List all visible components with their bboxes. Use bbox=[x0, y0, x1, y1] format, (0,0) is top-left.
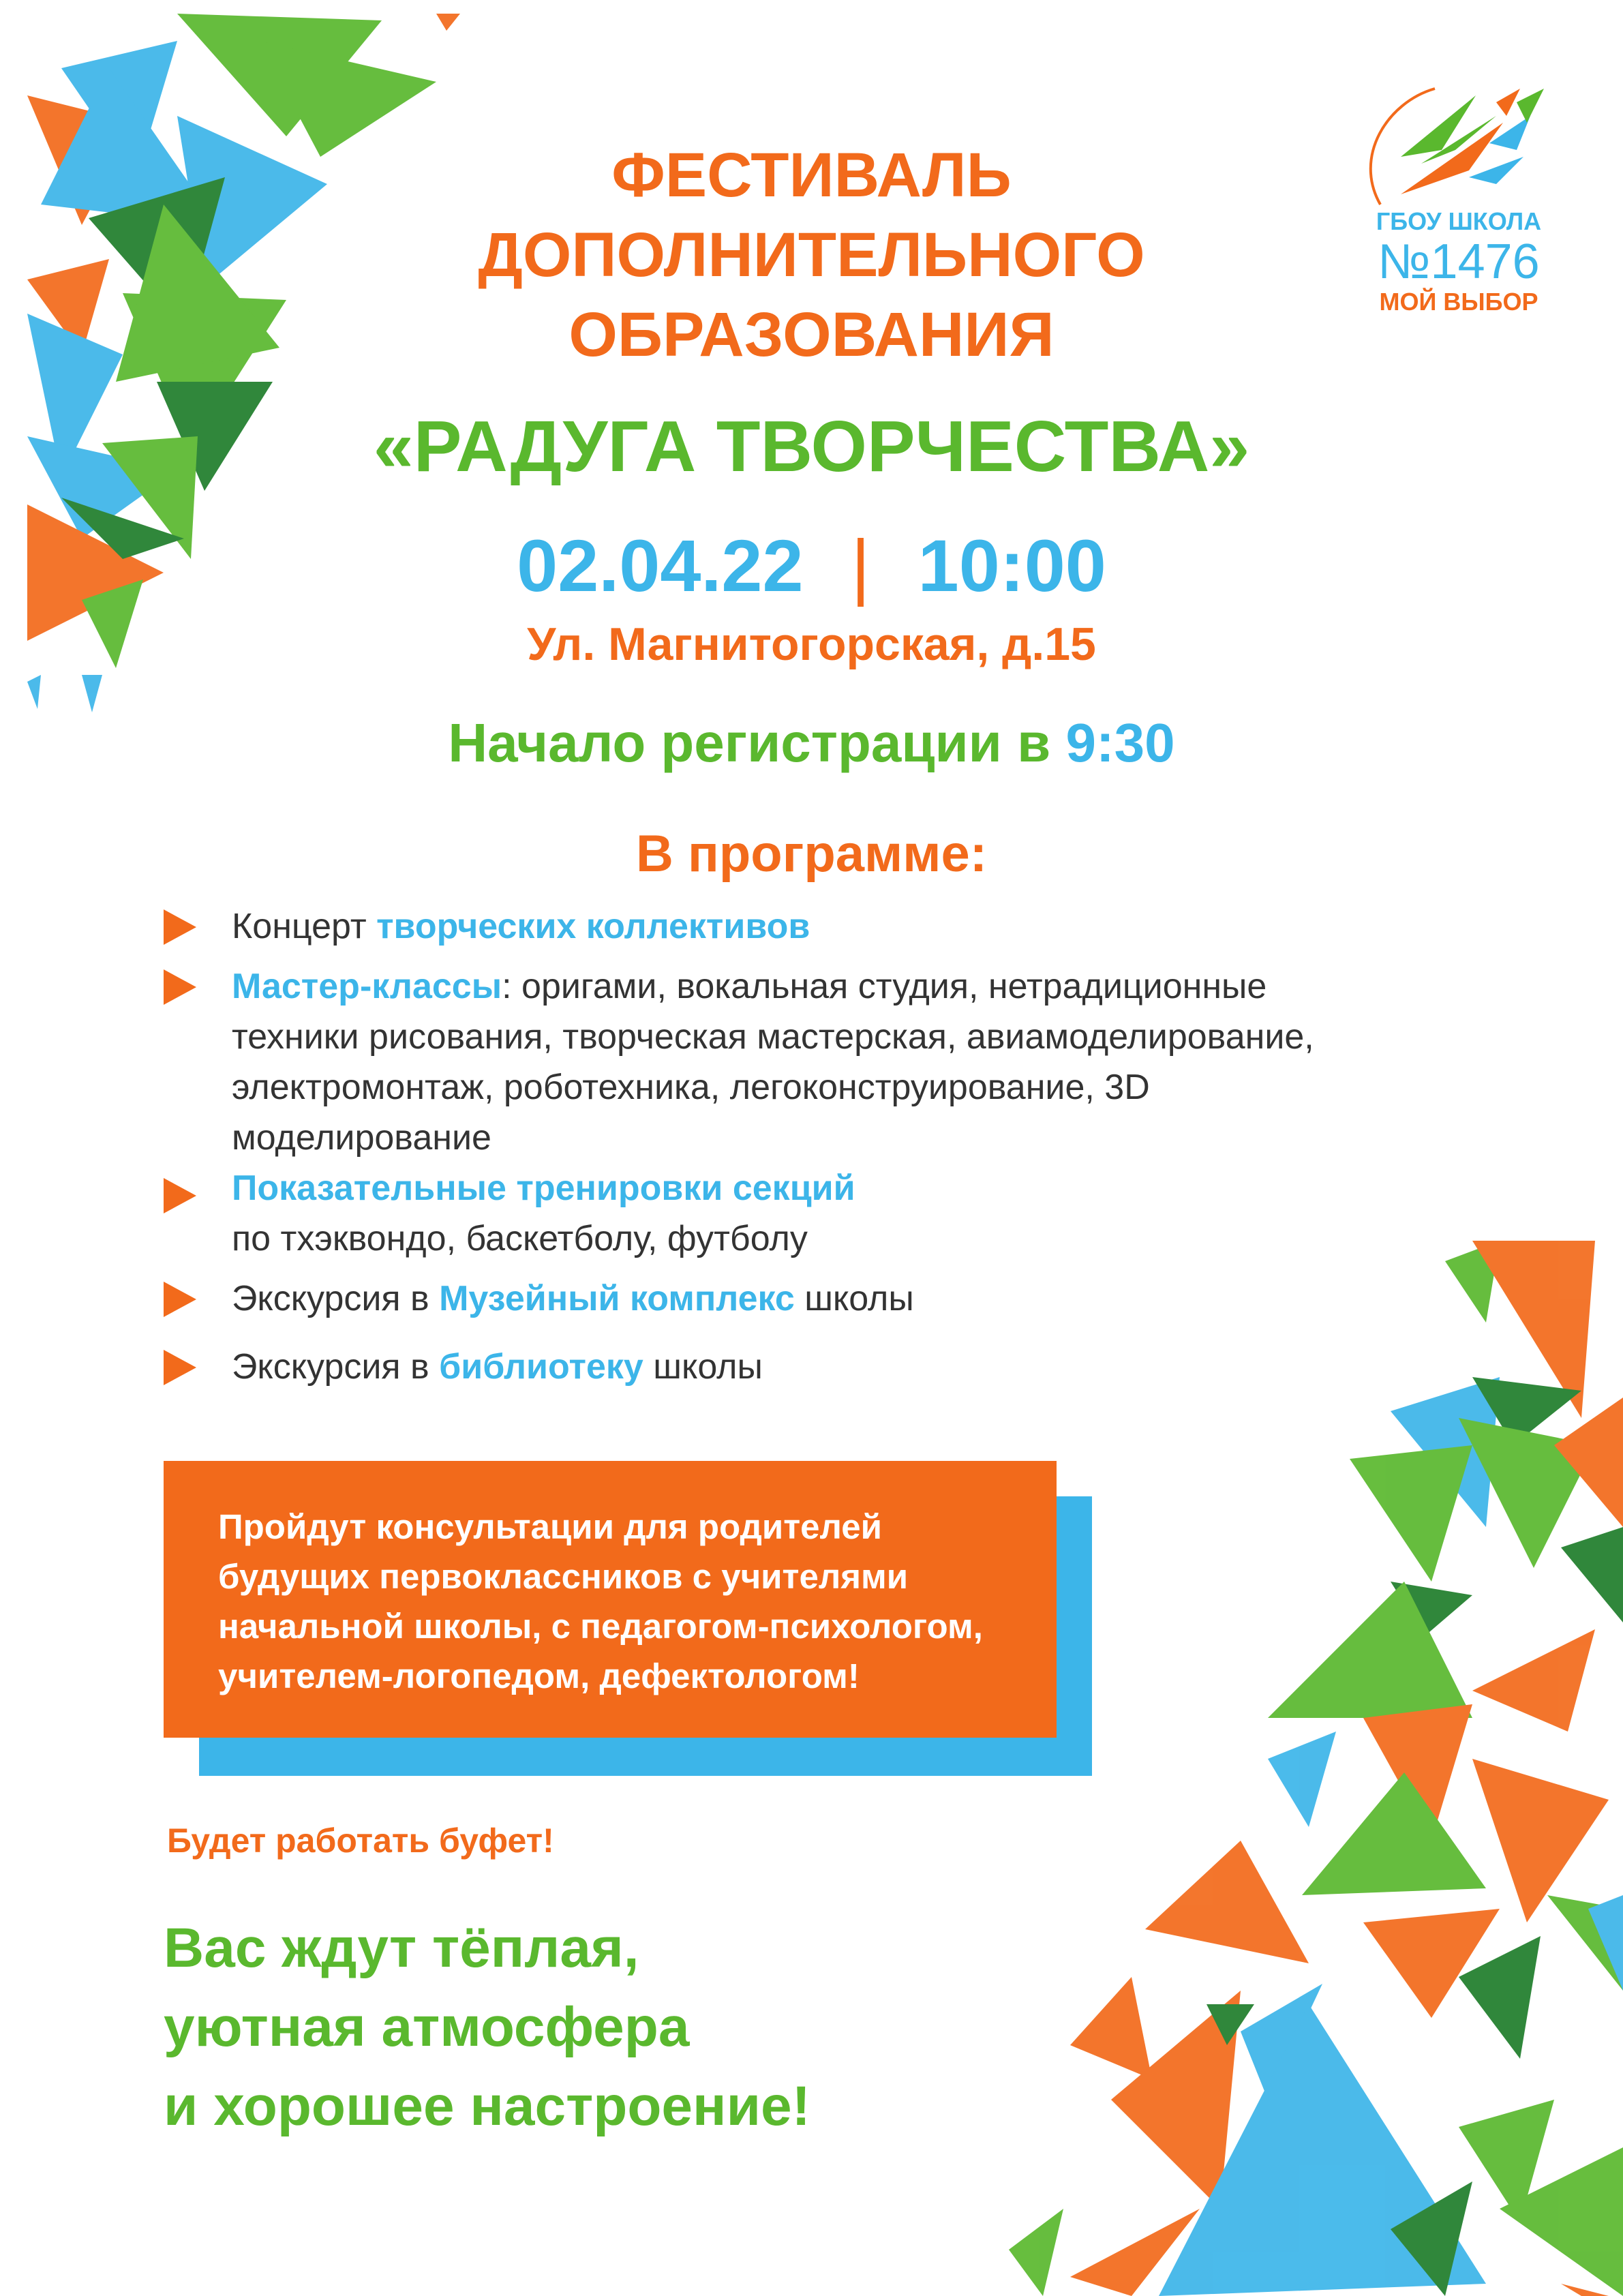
program-heading: В программе: bbox=[635, 825, 988, 883]
logo-line3: МОЙ ВЫБОР bbox=[1379, 288, 1538, 316]
program-item-text: Экскурсия в bbox=[232, 1347, 440, 1387]
registration-label: Начало регистрации в bbox=[448, 712, 1051, 773]
event-address: Ул. Магнитогорская, д.15 bbox=[527, 618, 1096, 670]
program-item-text: Концерт bbox=[232, 907, 377, 946]
logo-line2: №1476 bbox=[1378, 235, 1540, 289]
event-date: 02.04.22 bbox=[517, 524, 804, 607]
program-item-text: Экскурсия в bbox=[232, 1279, 440, 1318]
registration-time: 9:30 bbox=[1065, 712, 1175, 773]
consult-box bbox=[164, 1461, 1057, 1738]
logo-line1: ГБОУ ШКОЛА bbox=[1376, 207, 1542, 235]
program-item-highlight: Музейный комплекс bbox=[439, 1279, 795, 1318]
program-item bbox=[164, 1163, 1322, 1264]
program-item-highlight: Показательные тренировки секций bbox=[232, 1168, 855, 1208]
program-item-highlight: творческих коллективов bbox=[376, 907, 810, 946]
buffet-note: Будет работать буфет! bbox=[167, 1822, 554, 1860]
program-list bbox=[164, 901, 1322, 1392]
event-datetime bbox=[0, 522, 1623, 610]
title-line1: ФЕСТИВАЛЬ bbox=[611, 140, 1012, 210]
program-item-text: школы bbox=[794, 1279, 914, 1318]
orange-arrow-icon bbox=[164, 1178, 196, 1213]
program-item-text: школы bbox=[643, 1347, 763, 1387]
closing-line2: уютная атмосфера bbox=[164, 1996, 690, 2058]
orange-arrow-icon bbox=[164, 1282, 196, 1317]
program-item-text: по тхэквондо, баскетболу, футболу bbox=[232, 1219, 808, 1258]
program-item bbox=[164, 901, 1322, 952]
program-item-text: : оригами, вокальная студия, нетрадиционные техники рисования, творческая мастерская, авиамоделирование, электромонтаж, роботехника, легоконструирование, 3D моделирование bbox=[232, 967, 1314, 1158]
festival-name: «РАДУГА ТВОРЧЕСТВА» bbox=[373, 406, 1250, 487]
consult-line: учителем-логопедом, дефектологом! bbox=[218, 1657, 860, 1695]
program-item bbox=[164, 1273, 1322, 1324]
registration-info bbox=[0, 709, 1623, 777]
consult-line: начальной школы, с педагогом-психологом, bbox=[218, 1607, 983, 1646]
program-item bbox=[164, 961, 1322, 1163]
closing-line3: и хорошее настроение! bbox=[164, 2075, 810, 2137]
orange-arrow-icon bbox=[164, 1350, 196, 1385]
orange-arrow-icon bbox=[164, 909, 196, 945]
program-item-highlight: библиотеку bbox=[439, 1347, 643, 1387]
consult-line: будущих первоклассников с учителями bbox=[218, 1557, 909, 1596]
event-time: 10:00 bbox=[917, 524, 1106, 607]
title-line2: ДОПОЛНИТЕЛЬНОГО bbox=[478, 220, 1145, 290]
orange-arrow-icon bbox=[164, 969, 196, 1005]
program-item-highlight: Мастер-классы bbox=[232, 967, 502, 1006]
program-item bbox=[164, 1342, 1322, 1392]
closing-line1: Вас ждут тёплая, bbox=[164, 1917, 639, 1979]
title-line3: ОБРАЗОВАНИЯ bbox=[568, 300, 1055, 369]
date-time-separator: | bbox=[851, 524, 870, 607]
consult-line: Пройдут консультации для родителей bbox=[218, 1507, 882, 1546]
closing-message bbox=[164, 1909, 810, 2146]
